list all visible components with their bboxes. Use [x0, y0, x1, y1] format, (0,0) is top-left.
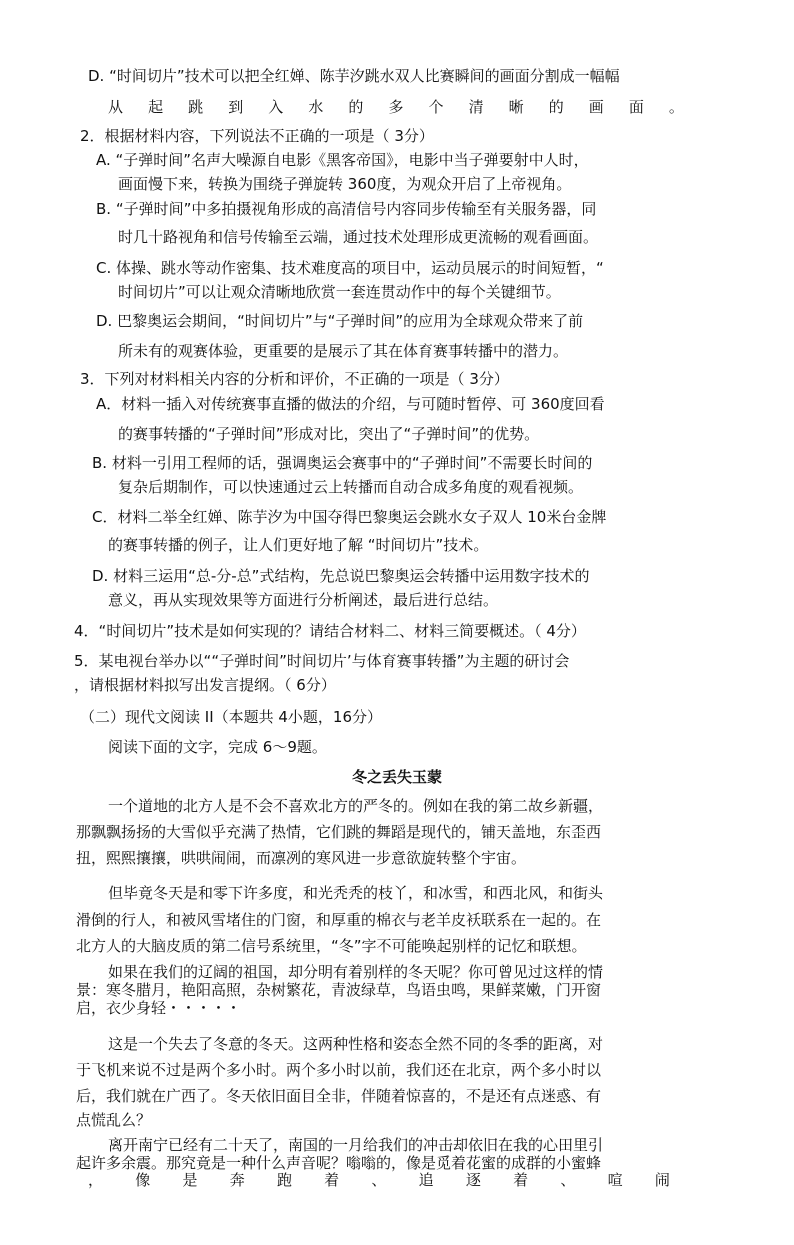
q1-option-d-line2-char: 入: [268, 98, 284, 116]
q2-option-b-line2: 时几十路视角和信号传输至云端，通过技术处理形成更流畅的观看画面。: [118, 228, 599, 246]
q2-stem: 2．根据材料内容，下列说法不正确的一项是（ 3分）: [80, 127, 434, 145]
passage-p5-line3-char: ，: [88, 1171, 104, 1189]
passage-p5-line1: 离开南宁已经有二十天了，南国的一月给我们的冲击却依旧在我的心田里引: [108, 1136, 604, 1154]
q2-option-b-line1: B. “子弹时间”中多拍摄视角形成的高清信号内容同步传输至有关服务器，同: [96, 200, 597, 218]
q1-option-d-line2-char: 跳: [188, 98, 204, 116]
passage-p5-line3-char: 着: [324, 1171, 340, 1189]
passage-p4-line3: 后，我们就在广西了。冬天依旧面目全非，伴随着惊喜的，不是还有点迷惑、有: [76, 1087, 602, 1105]
passage-p1-line1: 一个道地的北方人是不会不喜欢北方的严冬的。例如在我的第二故乡新疆，: [108, 797, 604, 815]
passage-p4-line2: 于飞机来说不过是两个多小时。两个多小时以前，我们还在北京，两个多小时以: [76, 1061, 602, 1079]
q1-option-d-line2-char: 从: [108, 98, 124, 116]
q5-line2: ，请根据材料拟写出发言提纲。（ 6分）: [74, 676, 336, 694]
q3-option-b-line1: B. 材料一引用工程师的话，强调奥运会赛事中的“子弹时间”不需要长时间的: [92, 454, 593, 472]
passage-p5-line3-char: 、: [560, 1171, 576, 1189]
passage-p5-line3-char: 逐: [465, 1171, 481, 1189]
q2-option-c-line1: C. 体操、跳水等动作密集、技术难度高的项目中，运动员展示的时间短暂，“: [96, 259, 604, 277]
passage-p5-line3: [88, 1170, 670, 1190]
passage-p4-line4: 点慌乱么？: [76, 1111, 152, 1129]
passage-p5-line2: 起许多余震。那究竟是一种什么声音呢？嗡嗡的，像是觅着花蜜的成群的小蜜蜂: [76, 1154, 602, 1172]
q3-option-a-line1: A．材料一插入对传统赛事直播的做法的介绍，与可随时暂停、可 360度回看: [96, 395, 605, 413]
passage-p5-line3-char: 是: [182, 1171, 198, 1189]
q2-option-c-line2: 时间切片”可以让观众清晰地欣赏一套连贯动作中的每个关键细节。: [118, 283, 561, 301]
q3-option-c-line1: C．材料二举全红婵、陈芋汐为中国夺得巴黎奥运会跳水女子双人 10米台金牌: [92, 508, 607, 526]
passage-title: 冬之丢失玉蒙: [351, 768, 442, 786]
passage-p5-line3-char: 追: [418, 1171, 434, 1189]
passage-p4-line1: 这是一个失去了冬意的冬天。这两种性格和姿态全然不同的冬季的距离，对: [108, 1035, 604, 1053]
q1-option-d-line2-char: 晰: [508, 98, 524, 116]
passage-p5-line3-char: 闹: [654, 1171, 670, 1189]
q1-option-d-line2-char: 的: [348, 98, 364, 116]
passage-p5-line3-char: 喧: [607, 1171, 623, 1189]
q2-option-a-line1: A. “子弹时间”名声大噪源自电影《黑客帝国》，电影中当子弹要射中人时，: [96, 151, 589, 169]
passage-p5-line3-char: 跑: [276, 1171, 292, 1189]
passage-p1-line2: 那飘飘扬扬的大雪似乎充满了热情，它们跳的舞蹈是现代的，铺天盖地，东歪西: [76, 823, 602, 841]
q1-option-d-line2-char: 的: [548, 98, 564, 116]
q3-option-b-line2: 复杂后期制作，可以快速通过云上转播而自动合成多角度的观看视频。: [118, 478, 584, 496]
passage-p2-line3: 北方人的大脑皮质的第二信号系统里，“冬”字不可能唤起别样的记忆和联想。: [76, 937, 587, 955]
q1-option-d-line2-char: 起: [148, 98, 164, 116]
q5-line1: 5．某电视台举办以““子弹时间”时间切片’与体育赛事转播”为主题的研讨会: [74, 652, 570, 670]
q1-option-d-line2-char: 水: [308, 98, 324, 116]
passage-p2-line2: 滑倒的行人，和被风雪堵住的门窗，和厚重的棉衣与老羊皮袄联系在一起的。在: [76, 911, 602, 929]
passage-p5-line3-char: 像: [135, 1171, 151, 1189]
q1-option-d-line2-char: 个: [428, 98, 444, 116]
q2-option-d-line1: D. 巴黎奥运会期间，“时间切片”与“子弹时间”的应用为全球观众带来了前: [96, 312, 584, 330]
q1-option-d-line2-char: 。: [668, 98, 684, 116]
q3-option-d-line2: 意义，再从实现效果等方面进行分析阐述，最后进行总结。: [108, 591, 499, 609]
q1-option-d-line2-char: 清: [468, 98, 484, 116]
q2-option-a-line2: 画面慢下来，转换为围绕子弹旋转 360度，为观众开启了上帝视角。: [118, 175, 572, 193]
passage-p3-line1: 如果在我们的辽阔的祖国，却分明有着别样的冬天呢？你可曾见过这样的情: [108, 963, 604, 981]
q1-option-d-line1: D. “时间切片”技术可以把全红婵、陈芋汐跳水双人比赛瞬间的画面分割成一幅幅: [88, 67, 620, 85]
q1-option-d-line2-char: 画: [588, 98, 604, 116]
passage-p3-line2: 景：寒冬腊月，艳阳高照，杂树繁花，青波绿草，鸟语虫鸣，果鲜菜嫩，门开窗: [76, 981, 602, 999]
passage-p5-line3-char: 奔: [229, 1171, 245, 1189]
section-header: （二）现代文阅读 II（本题共 4小题，16分）: [80, 708, 383, 726]
passage-p5-line3-char: 、: [371, 1171, 387, 1189]
q1-option-d-line2: [108, 97, 684, 117]
q3-option-c-line2: 的赛事转播的例子，让人们更好地了解 “时间切片”技术。: [108, 536, 489, 554]
q1-option-d-line2-char: 到: [228, 98, 244, 116]
q3-option-d-line1: D. 材料三运用“总-分-总”式结构，先总说巴黎奥运会转播中运用数字技术的: [92, 567, 590, 585]
reading-instruction: 阅读下面的文字，完成 6～9题。: [108, 738, 327, 756]
q3-stem: 3．下列对材料相关内容的分析和评价，不正确的一项是（ 3分）: [80, 370, 509, 388]
q1-option-d-line2-char: 多: [388, 98, 404, 116]
q3-option-a-line2: 的赛事转播的“子弹时间”形成对比，突出了“子弹时间”的优势。: [118, 425, 540, 443]
passage-p5-line3-char: 着: [513, 1171, 529, 1189]
q2-option-d-line2: 所未有的观赛体验，更重要的是展示了其在体育赛事转播中的潜力。: [118, 342, 569, 360]
q1-option-d-line2-char: 面: [628, 98, 644, 116]
q4-stem: 4．“时间切片”技术是如何实现的？请结合材料二、材料三简要概述。（ 4分）: [74, 622, 586, 640]
passage-p1-line3: 扭，熙熙攘攘，哄哄闹闹，而凛冽的寒风进一步意欲旋转整个宇宙。: [76, 849, 527, 867]
passage-p2-line1: 但毕竟冬天是和零下许多度，和光秃秃的枝丫，和冰雪，和西北风，和街头: [108, 884, 604, 902]
passage-p3-line3: 启，衣少身轻・・・・・: [76, 999, 242, 1017]
